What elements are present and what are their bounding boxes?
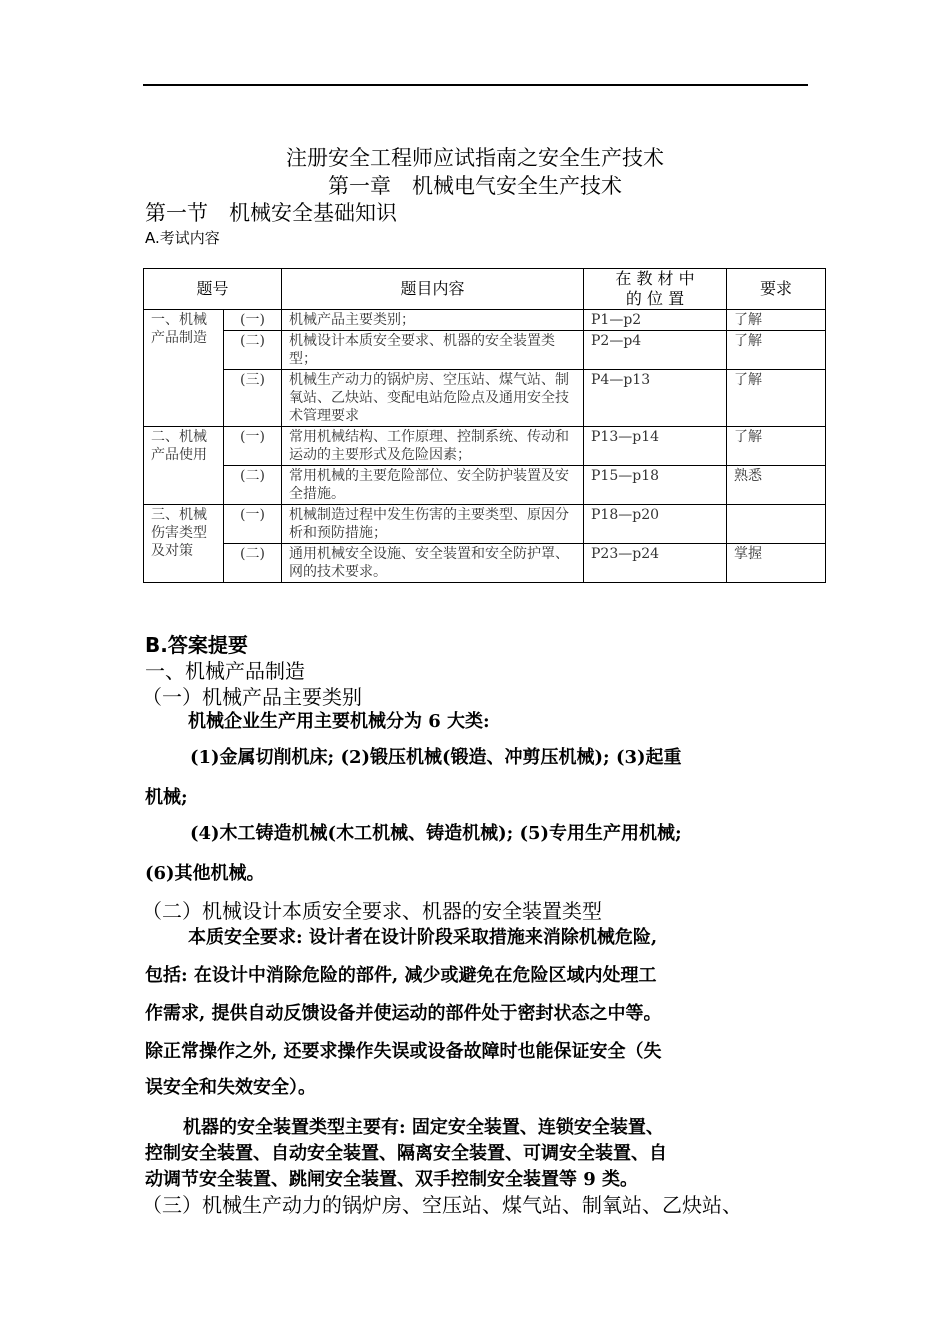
subsection-a: A.考试内容 <box>145 229 220 247</box>
paragraph-5-line-3: 动调节安全装置、跳闸安全装置、双手控制安全装置等 9 类。 <box>145 1169 639 1190</box>
subheading-3: （三）机械生产动力的锅炉房、空压站、煤气站、制氧站、乙炔站、 <box>142 1193 742 1217</box>
row-pages: P15—p18 <box>584 466 727 505</box>
table-row <box>144 331 826 370</box>
table-row <box>144 370 826 427</box>
header-content: 题目内容 <box>282 269 584 310</box>
paragraph-4-line-3: 作需求, 提供自动反馈设备并使运动的部件处于密封状态之中等。 <box>145 1003 662 1024</box>
row-number: (二) <box>224 544 282 583</box>
paragraph-4-line-1: 本质安全要求: 设计者在设计阶段采取措施来消除机械危险, <box>188 927 658 948</box>
row-requirement: 掌握 <box>727 544 826 583</box>
paragraph-4-line-5: 误安全和失效安全）。 <box>145 1077 316 1098</box>
header-position: 在 教 材 中 的 位 置 <box>584 269 727 310</box>
heading-1: 一、机械产品制造 <box>145 659 305 683</box>
row-pages: P2—p4 <box>584 331 727 370</box>
paragraph-5-line-1: 机器的安全装置类型主要有: 固定安全装置、连锁安全装置、 <box>183 1117 664 1138</box>
paragraph-3-line-1: (4)木工铸造机械(木工机械、铸造机械); (5)专用生产用机械; <box>190 823 682 844</box>
table-row <box>144 505 826 544</box>
exam-content-table <box>143 268 826 583</box>
row-number: (一) <box>224 427 282 466</box>
row-content: 常用机械结构、工作原理、控制系统、传动和运动的主要形式及危险因素； <box>282 427 584 466</box>
header-number: 题号 <box>144 269 282 310</box>
row-requirement <box>727 505 826 544</box>
table-row <box>144 310 826 331</box>
row-number: (一) <box>224 505 282 544</box>
row-content: 机械生产动力的锅炉房、空压站、煤气站、制氧站、乙炔站、变配电站危险点及通用安全技术管理要求 <box>282 370 584 427</box>
row-content: 机械设计本质安全要求、机器的安全装置类型； <box>282 331 584 370</box>
paragraph-2-line-2: 机械; <box>145 787 188 808</box>
document-title: 注册安全工程师应试指南之安全生产技术 <box>286 146 664 170</box>
row-number: (二) <box>224 331 282 370</box>
row-number: (二) <box>224 466 282 505</box>
row-content: 机械产品主要类别； <box>282 310 584 331</box>
row-pages: P23—p24 <box>584 544 727 583</box>
group-name: 三、机械伤害类型及对策 <box>144 505 224 583</box>
paragraph-2-line-1: (1)金属切削机床; (2)锻压机械(锻造、冲剪压机械); (3)起重 <box>190 747 682 768</box>
row-content: 常用机械的主要危险部位、安全防护装置及安全措施。 <box>282 466 584 505</box>
row-requirement: 了解 <box>727 310 826 331</box>
header-requirement: 要求 <box>727 269 826 310</box>
chapter-title: 第一章 机械电气安全生产技术 <box>328 174 622 198</box>
group-name: 一、机械产品制造 <box>144 310 224 427</box>
row-requirement: 了解 <box>727 427 826 466</box>
section-title: 第一节 机械安全基础知识 <box>145 201 397 225</box>
subheading-1: （一）机械产品主要类别 <box>142 685 362 709</box>
row-number: (一) <box>224 310 282 331</box>
table-row <box>144 544 826 583</box>
section-b-title: B.答案提要 <box>145 633 248 657</box>
paragraph-3-line-2: (6)其他机械。 <box>145 863 265 884</box>
row-content: 通用机械安全设施、安全装置和安全防护罩、网的技术要求。 <box>282 544 584 583</box>
paragraph-5-line-2: 控制安全装置、自动安全装置、隔离安全装置、可调安全装置、自 <box>145 1143 667 1164</box>
row-requirement: 熟悉 <box>727 466 826 505</box>
header-rule <box>143 84 808 86</box>
row-pages: P18—p20 <box>584 505 727 544</box>
row-pages: P4—p13 <box>584 370 727 427</box>
table-row <box>144 466 826 505</box>
subheading-2: （二）机械设计本质安全要求、机器的安全装置类型 <box>142 899 602 923</box>
row-requirement: 了解 <box>727 370 826 427</box>
row-requirement: 了解 <box>727 331 826 370</box>
table-row <box>144 427 826 466</box>
paragraph-1: 机械企业生产用主要机械分为 6 大类: <box>188 711 490 732</box>
row-content: 机械制造过程中发生伤害的主要类型、原因分析和预防措施； <box>282 505 584 544</box>
row-number: (三) <box>224 370 282 427</box>
paragraph-4-line-4: 除正常操作之外, 还要求操作失误或设备故障时也能保证安全（失 <box>145 1041 662 1062</box>
row-pages: P1—p2 <box>584 310 727 331</box>
row-pages: P13—p14 <box>584 427 727 466</box>
paragraph-4-line-2: 包括: 在设计中消除危险的部件, 减少或避免在危险区域内处理工 <box>145 965 657 986</box>
group-name: 二、机械产品使用 <box>144 427 224 505</box>
table-header-row <box>144 269 826 310</box>
